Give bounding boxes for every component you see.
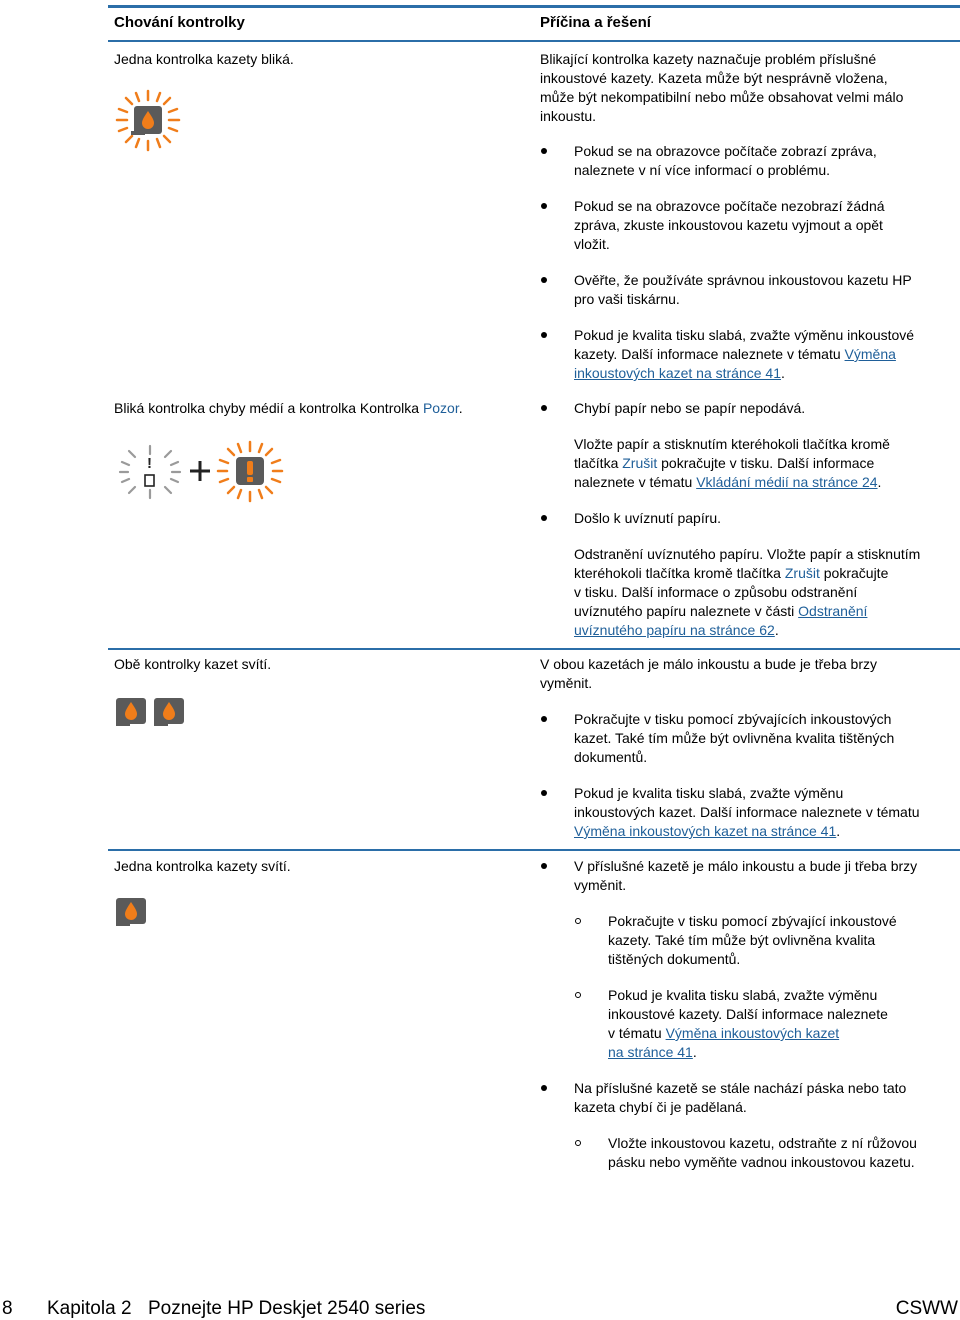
media-and-attention-lights-icon (114, 440, 289, 506)
header-rule (108, 40, 960, 42)
language-code: CSWW (895, 1298, 958, 1319)
both-cartridge-lights-icon (114, 696, 186, 730)
row4-bullet-2: Na příslušné kazetě se stále nachází páska nebo tato kazeta chybí či je padělaná. (574, 1080, 907, 1115)
row4-subbullet-3: Vložte inkoustovou kazetu, odstraňte z ní růžovou pásku nebo vyměňte vadnou inkoustovou kazetu. (608, 1135, 917, 1170)
row-rule (108, 648, 960, 650)
row2-paragraph-1: Vložte papír a stisknutím kteréhokoli tlačítka kromě tlačítka Zrušit pokračujte v tisku. Další informace naleznete v tématu Vkládání médií na stránce 24. (574, 436, 890, 490)
row1-bullet-4: Pokud je kvalita tisku slabá, zvažte výměnu inkoustové kazety. Další informace naleznete v tématu Výměna inkoustových kazet na stránce 41. (574, 327, 915, 381)
column-header-behavior: Chování kontrolky (114, 14, 245, 31)
row1-intro: Blikající kontrolka kazety naznačuje problém příslušné inkoustové kazety. Kazeta může být nesprávně vložena, může být nekompatibilní nebo může obsahovat velmi málo inkoustu. (540, 51, 904, 124)
link-replace-cartridges-page[interactable]: inkoustových kazet na stránce 41 (574, 365, 782, 381)
row2-behavior: Bliká kontrolka chyby médií a kontrolka Kontrolka Pozor. (114, 400, 463, 416)
bullet (541, 203, 547, 209)
row4-subbullet-2: Pokud je kvalita tisku slabá, zvažte výměnu inkoustové kazety. Další informace naleznete v tématu Výměna inkoustových kazet na stránce 41. (608, 987, 888, 1060)
bullet (541, 277, 547, 283)
sub-bullet (575, 992, 581, 998)
row1-bullet-1: Pokud se na obrazovce počítače zobrazí zpráva, naleznete v ní více informací o problému. (574, 143, 877, 178)
chapter-label: Kapitola 2 (47, 1298, 132, 1319)
link-replace-cartridges-page[interactable]: na stránce 41 (608, 1044, 693, 1060)
svg-text:!: ! (147, 455, 152, 472)
bullet (541, 790, 547, 796)
sub-bullet (575, 1140, 581, 1146)
row4-behavior: Jedna kontrolka kazety svítí. (114, 858, 291, 874)
column-header-cause: Příčina a řešení (540, 14, 651, 31)
row3-behavior: Obě kontrolky kazet svítí. (114, 656, 272, 672)
row1-bullet-2: Pokud se na obrazovce počítače nezobrazí žádná zpráva, zkuste inkoustovou kazetu vyjmout a opět vložit. (574, 198, 885, 252)
table-top-rule (108, 5, 960, 8)
row2-bullet-1: Chybí papír nebo se papír nepodává. (574, 400, 806, 416)
row4-subbullet-1: Pokračujte v tisku pomocí zbývající inkoustové kazety. Také tím může být ovlivněna kvalita tištěných dokumentů. (608, 913, 897, 967)
bullet (541, 1085, 547, 1091)
link-loading-media[interactable]: Vkládání médií na stránce 24 (696, 474, 878, 490)
row1-bullet-3: Ověřte, že používáte správnou inkoustovou kazetu HP pro vaši tiskárnu. (574, 272, 912, 307)
row1-behavior: Jedna kontrolka kazety bliká. (114, 51, 294, 67)
row2-bullet-2: Došlo k uvíznutí papíru. (574, 510, 722, 526)
bullet (541, 515, 547, 521)
link-replace-cartridges[interactable]: Výměna inkoustových kazet na stránce 41 (574, 823, 837, 839)
row2-paragraph-2: Odstranění uvíznutého papíru. Vložte papír a stisknutím kteréhokoli tlačítka kromě tlačítka Zrušit pokračujte v tisku. Další informace o způsobu odstranění uvíznutého papíru naleznete v části Odstranění uvíznutého papíru na stránce 62. (574, 546, 921, 638)
row3-intro: V obou kazetách je málo inkoustu a bude je třeba brzy vyměnit. (540, 656, 877, 691)
bullet (541, 405, 547, 411)
link-replace-cartridges[interactable]: Výměna inkoustových kazet (665, 1025, 840, 1041)
link-clear-jam[interactable]: Odstranění (798, 603, 868, 619)
chapter-title: Poznejte HP Deskjet 2540 series (148, 1298, 426, 1319)
link-replace-cartridges[interactable]: Výměna (844, 346, 896, 362)
cartridge-light-icon (114, 896, 150, 930)
blinking-cartridge-light-icon (115, 88, 185, 154)
bullet (541, 863, 547, 869)
row4-bullet-1: V příslušné kazetě je málo inkoustu a bude ji třeba brzy vyměnit. (574, 858, 918, 893)
row3-bullet-2: Pokud je kvalita tisku slabá, zvažte výměnu inkoustových kazet. Další informace naleznete v tématu Výměna inkoustových kazet na stránce 41. (574, 785, 920, 839)
bullet (541, 148, 547, 154)
page-number: 8 (2, 1298, 13, 1319)
row3-bullet-1: Pokračujte v tisku pomocí zbývajících inkoustových kazet. Také tím může být ovlivněna kvalita tištěných dokumentů. (574, 711, 895, 765)
sub-bullet (575, 918, 581, 924)
row-rule (108, 849, 960, 851)
link-clear-jam-page[interactable]: uvíznutého papíru na stránce 62 (574, 622, 775, 638)
bullet (541, 332, 547, 338)
bullet (541, 716, 547, 722)
